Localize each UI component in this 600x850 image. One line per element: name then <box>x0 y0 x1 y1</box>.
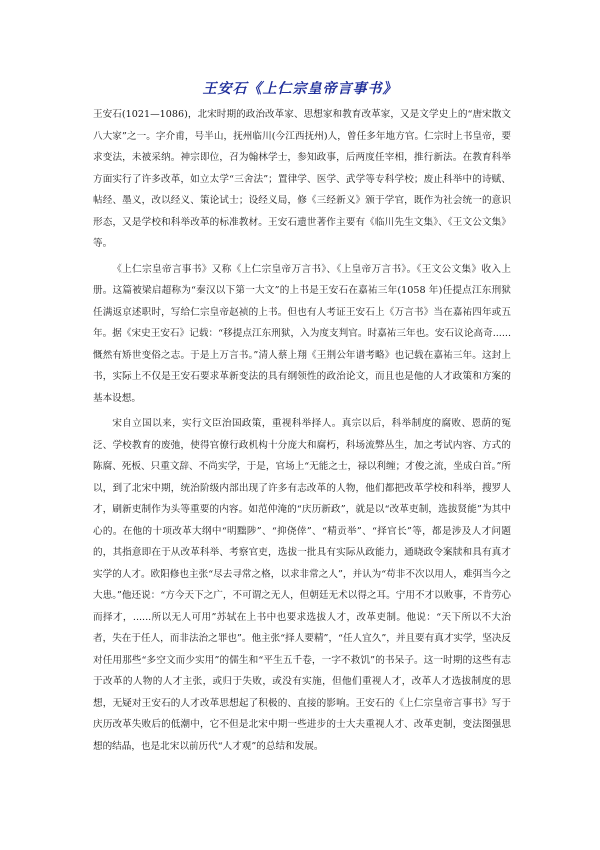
document-title: 王安石《上仁宗皇帝言事书》 <box>202 81 398 97</box>
paragraph-biography: 王安石(1021—1086)，北宋时期的政治改革家、思想家和教育改革家，又是文学史上的“唐宋散文八大家”之一。字介甫，号半山，抚州临川(今江西抚州)人，曾任多年地方官。仁宗时上书皇帝，要求变法，未被采纳。神宗即位，召为翰林学士，参知政事，后两度任宰相，推行新法。在教育科举方面实行了许多改革，如立太学“三舍法”；置律学、医学、武学等专科学校；废止科举中的诗赋、帖经、墨义，改以经义、策论试士；设经义局，修《三经新义》颁于学官，既作为社会统一的意识形态，又是学校和科举改革的标准教材。王安石遗世著作主要有《临川先生文集》、《王文公文集》等。 <box>93 109 511 249</box>
paragraph-memorial-background: 《上仁宗皇帝言事书》又称《上仁宗皇帝万言书》、《上皇帝万言书》。《王文公文集》收入上册。这篇被梁启超称为“秦汉以下第一大文”的上书是王安石在嘉祐三年(1058 年)任提点江东刑狱任满返京述职时，写给仁宗皇帝赵祯的上书。但也有人考证王安石上《万言书》当在嘉祐四年或五年。据《宋史王安石》记载：“移提点江东刑狱，入为度支判官。时嘉祐三年也。安石议论高奇......慨然有矫世变俗之志。于是上万言书。”清人蔡上翔《王荆公年谱考略》也记载在嘉祐三年。这封上书，实际上不仅是王安石要求革新变法的具有纲领性的政治论文，而且也是他的人才政策和方案的基本设想。 <box>93 263 511 404</box>
paragraph-historical-context: 宋自立国以来，实行文臣治国政策，重视科举择人。真宗以后，科举制度的腐败、恩荫的冤泛、学校教育的废弛，使得官僚行政机构十分庞大和腐朽，科场流弊丛生，加之考试内容、方式的陈腐、死板、只重文辞、不尚实学，于是，官场上“无能之士，禄以利缠；才俊之流，坐成白首。”所以，到了北宋中期，统治阶级内部出现了许多有志改革的人物，他们都把改革学校和科举，搜罗人才，刷新吏制作为头等重要的内容。如范仲淹的“庆历新政”，就是以“改革吏制，选拔贤能”为其中心的。在他的十项改革大纲中“明黜陟”、“抑侥倖”、“精贡举”、“择官长”等，都是涉及人才问题的，其指意即在于从改革科举、考察官吏，选拔一批具有实际从政能力，通晓政令案牍和具有真才实学的人才。欧阳修也主张“尽去寻常之格，以求非常之人”，并认为“苟非不次以用人，难弭当今之大患。”他还说：“方今天下之广，不可谓之无人，但朝廷无术以得之耳。宁用不才以败事，不肯劳心而择才，......所以无人可用”苏轼在上书中也要求选拔人才，改革吏制。他说：“天下所以不大治者，失在于任人，而非法治之罪也”。他主张“择人要精”，“任人宜久”，并且要有真才实学，坚决反对任用那些“多空文而少实用”的儒生和“平生五千卷，一字不救饥”的书呆子。这一时期的这些有志于改革的人物的人才主张，或归于失败，或没有实施，但他们重视人才，改革人才选拔制度的思想，无疑对王安石的人才改革思想起了积极的、直接的影响。王安石的《上仁宗皇帝言事书》写于庆历改革失败后的低潮中，它不但是北宋中期一些进步的士大夫重视人才、改革吏制，变法图强思想的结晶，也是北宋以前历代“人才观”的总结和发展。 <box>93 418 511 752</box>
document-body <box>93 104 511 761</box>
